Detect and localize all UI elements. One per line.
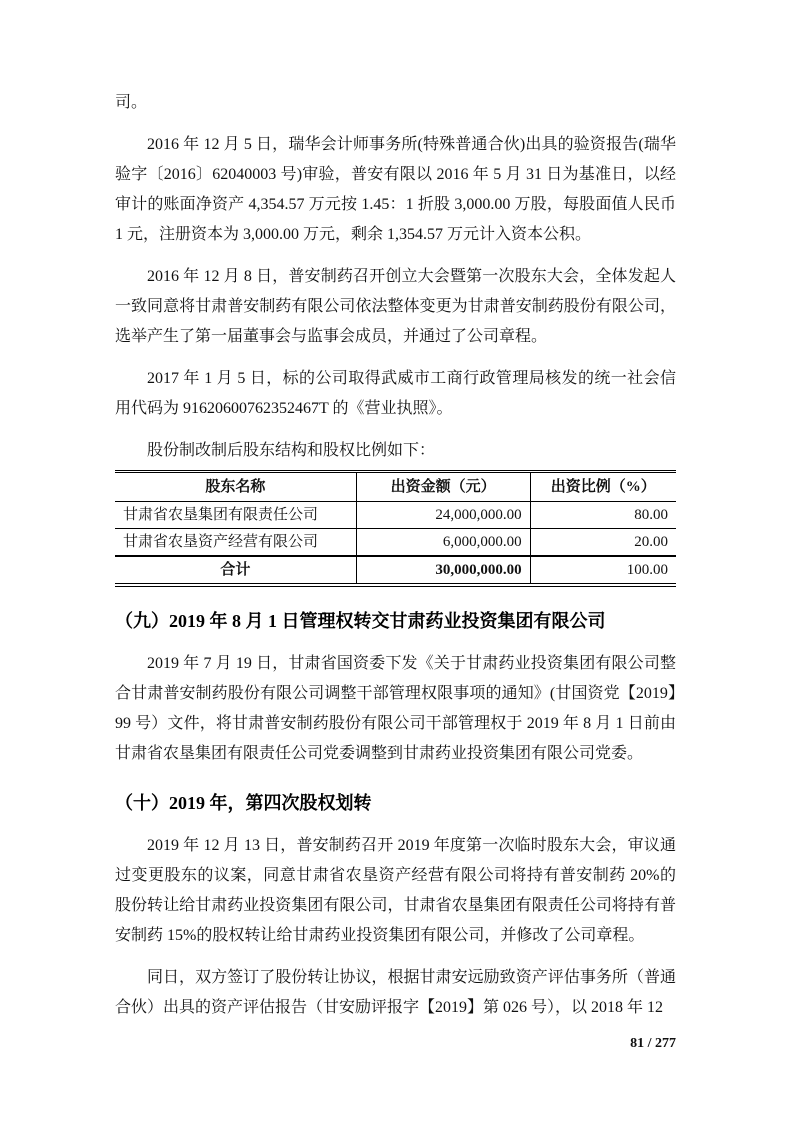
cell-shareholder-name: 甘肃省农垦资产经营有限公司 xyxy=(115,529,356,557)
cell-shareholder-name: 甘肃省农垦集团有限责任公司 xyxy=(115,502,356,529)
cell-ratio: 80.00 xyxy=(530,502,676,529)
paragraph-capital-verification: 2016 年 12 月 5 日，瑞华会计师事务所(特殊普通合伙)出具的验资报告(瑞华验字〔2016〕62040003 号)审验，普安有限以 2016 年 5 月 31 日为基准日，以经审计的账面净资产 4,354.57 万元按 1.45：1 折股 3,000.00 万股，每股面值人民币 1 元，注册资本为 3,000.00 万元，剩余 1,354.57 万元计入资本公积。 xyxy=(115,136,676,243)
cell-ratio: 20.00 xyxy=(530,529,676,557)
table-row xyxy=(115,502,676,529)
table-total-row xyxy=(115,556,676,585)
table-row xyxy=(115,529,676,557)
cell-total-label: 合计 xyxy=(220,562,251,578)
section-9-heading: （九）2019 年 8 月 1 日管理权转交甘肃药业投资集团有限公司 xyxy=(115,611,606,631)
table-header-row xyxy=(115,472,676,502)
page-number: 81 / 277 xyxy=(630,1036,676,1051)
cell-amount: 24,000,000.00 xyxy=(356,502,530,529)
section-10-paragraph: 2019 年 12 月 13 日，普安制药召开 2019 年度第一次临时股东大会，审议通过变更股东的议案，同意甘肃省农垦资产经营有限公司将持有普安制药 20%的股份转让给甘肃药业投资集团有限公司，甘肃省农垦集团有限责任公司将持有普安制药 15%的股权转让给甘肃药业投资集团有限公司，并修改了公司章程。 xyxy=(115,837,676,944)
column-header-shareholder-name: 股东名称 xyxy=(115,472,356,502)
column-header-contribution-amount: 出资金额（元） xyxy=(356,472,530,502)
section-9-paragraph: 2019 年 7 月 19 日，甘肃省国资委下发《关于甘肃药业投资集团有限公司整合甘肃普安制药股份有限公司调整干部管理权限事项的通知》(甘国资党【2019】99 号）文件，将甘肃普安制药股份有限公司干部管理权于 2019 年 8 月 1 日前由甘肃省农垦集团有限责任公司党委调整到甘肃药业投资集团有限公司党委。 xyxy=(115,655,676,762)
paragraph-continuation: 司。 xyxy=(115,94,148,111)
shareholder-structure-table xyxy=(115,470,676,587)
section-10-heading: （十）2019 年，第四次股权划转 xyxy=(115,793,372,813)
cell-total-ratio: 100.00 xyxy=(530,556,676,585)
column-header-contribution-ratio: 出资比例（%） xyxy=(530,472,676,502)
paragraph-founding-meeting: 2016 年 12 月 8 日，普安制药召开创立大会暨第一次股东大会，全体发起人一致同意将甘肃普安制药有限公司依法整体变更为甘肃普安制药股份有限公司，选举产生了第一届董事会与监事会成员，并通过了公司章程。 xyxy=(115,268,676,345)
cell-amount: 6,000,000.00 xyxy=(356,529,530,557)
cell-total-amount: 30,000,000.00 xyxy=(356,556,530,585)
table-intro-text: 股份制改制后股东结构和股权比例如下： xyxy=(147,442,436,459)
paragraph-business-license: 2017 年 1 月 5 日，标的公司取得武威市工商行政管理局核发的统一社会信用代码为 91620600762352467T 的《营业执照》。 xyxy=(115,370,676,417)
closing-paragraph: 同日，双方签订了股份转让协议，根据甘肃安远励致资产评估事务所（普通合伙）出具的资产评估报告（甘安励评报字【2019】第 026 号），以 2018 年 12 xyxy=(115,969,676,1016)
